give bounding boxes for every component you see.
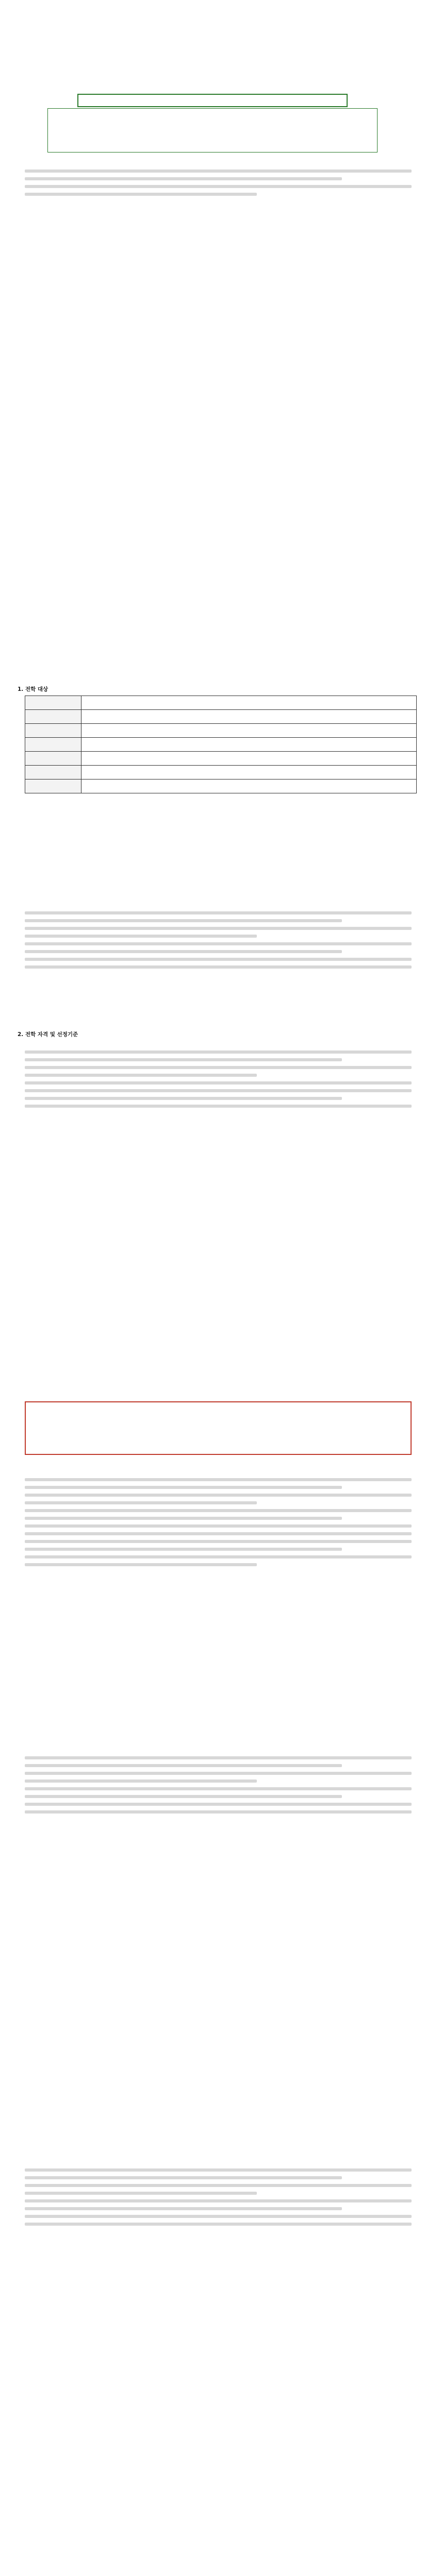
table-value: [81, 766, 417, 779]
table-value: [81, 752, 417, 766]
table-value: [81, 724, 417, 738]
table-row: [25, 779, 417, 793]
placeholder-lines: [25, 2164, 412, 2230]
section-2-heading: 2. 전학 자격 및 선정기준: [18, 1031, 78, 1038]
table-key: [25, 738, 81, 752]
placeholder-lines: [25, 1473, 412, 1571]
table-row: [25, 738, 417, 752]
table-key: [25, 779, 81, 793]
placeholder-lines: [25, 165, 412, 200]
table-value: [81, 696, 417, 710]
table-value: [81, 738, 417, 752]
table-value: [81, 710, 417, 724]
placeholder-lines: [25, 1046, 412, 1112]
table-key: [25, 710, 81, 724]
table-row: [25, 766, 417, 779]
table-row: [25, 696, 417, 710]
notice-banner: [77, 94, 348, 107]
alert-box: [25, 1401, 412, 1455]
table-key: [25, 752, 81, 766]
info-table: [25, 696, 417, 793]
notice-box: [47, 108, 378, 152]
table-row: [25, 752, 417, 766]
section-1-heading: 1. 전학 대상: [18, 686, 48, 692]
table-value: [81, 779, 417, 793]
table-key: [25, 766, 81, 779]
placeholder-lines: [25, 1752, 412, 1818]
table-row: [25, 724, 417, 738]
placeholder-lines: [25, 907, 412, 973]
table-row: [25, 710, 417, 724]
table-key: [25, 724, 81, 738]
table-key: [25, 696, 81, 710]
